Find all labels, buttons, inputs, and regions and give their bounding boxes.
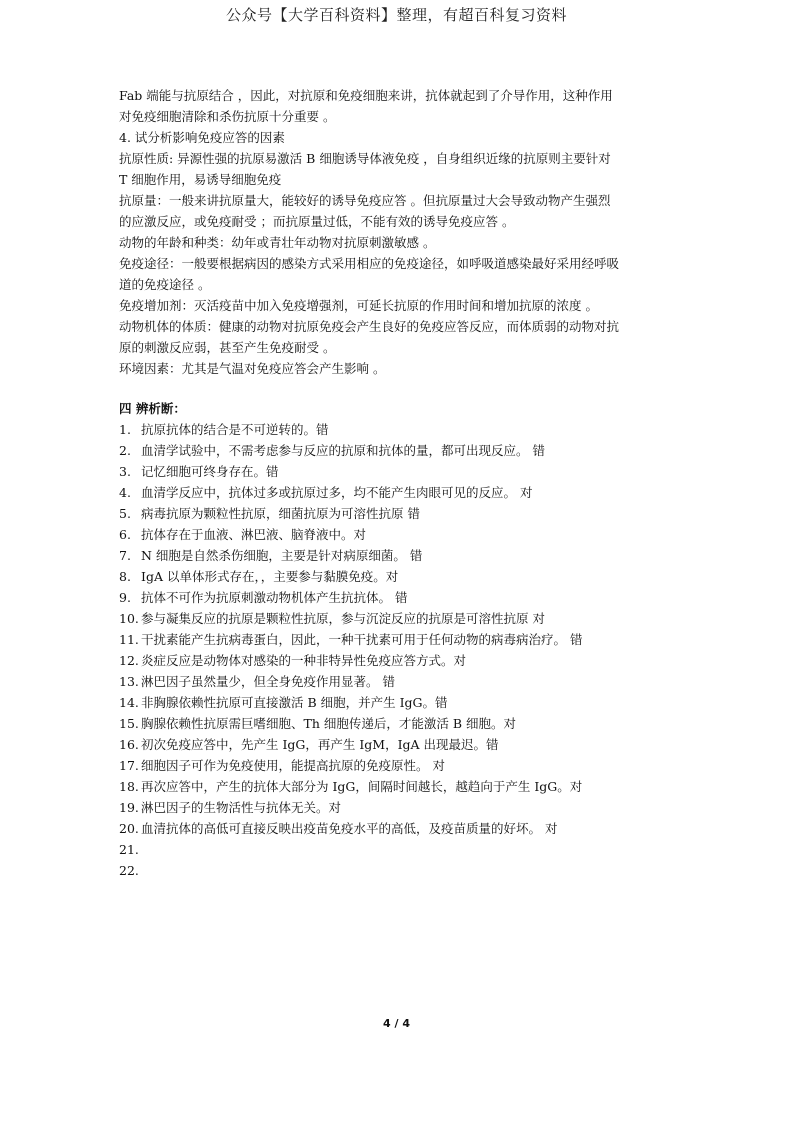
true-false-list [119,419,679,881]
item-text: 记忆细胞可终身存在。错 [141,464,279,479]
item-text: 干扰素能产生抗病毒蛋白，因此，一种干扰素可用于任何动物的病毒病治疗。 错 [141,632,583,647]
item-text: 非胸腺依赖性抗原可直接激活 B 细胞，并产生 IgG。错 [141,695,448,710]
item-number: 21. [119,842,139,857]
item-number: 5. [119,506,131,521]
list-item [119,734,679,755]
list-item [119,650,679,671]
item-number: 12. [119,653,139,668]
page-header: 公众号【大学百科资料】整理，有超百科复习资料 [225,6,567,24]
question-heading: 4. 试分析影响免疫应答的因素 [119,130,285,145]
section-title: 四 辨析断： [119,401,186,416]
item-number: 16. [119,737,139,752]
list-item [119,671,679,692]
paragraph-line: 抗原性质: 异源性强的抗原易激活 B 细胞诱导体液免疫 ，自身组织近缘的抗原则主要针对 [119,151,611,166]
item-number: 18. [119,779,139,794]
list-item [119,839,679,860]
page-number: 4 / 4 [383,1017,410,1030]
item-number: 8. [119,569,131,584]
item-number: 6. [119,527,131,542]
item-text: 参与凝集反应的抗原是颗粒性抗原，参与沉淀反应的抗原是可溶性抗原 对 [141,611,545,626]
paragraph-line: 动物机体的体质：健康的动物对抗原免疫会产生良好的免疫应答反应，而体质弱的动物对抗 [119,319,620,334]
list-item [119,440,679,461]
item-number: 20. [119,821,139,836]
list-item [119,818,679,839]
item-number: 17. [119,758,139,773]
item-number: 9. [119,590,131,605]
item-number: 19. [119,800,139,815]
item-text: 淋巴因子虽然量少，但全身免疫作用显著。 错 [141,674,395,689]
list-item [119,482,679,503]
item-text: 血清抗体的高低可直接反映出疫苗免疫水平的高低，及疫苗质量的好坏。 对 [141,821,558,836]
item-text: 病毒抗原为颗粒性抗原，细菌抗原为可溶性抗原 错 [141,506,420,521]
item-text: N 细胞是自然杀伤细胞，主要是针对病原细菌。 错 [141,548,423,563]
item-number: 22. [119,863,139,878]
item-text: 淋巴因子的生物活性与抗体无关。对 [141,800,342,815]
paragraph-line: 道的免疫途径 。 [119,277,211,292]
item-text [141,839,679,860]
list-item [119,692,679,713]
paragraph-line: 原的刺激反应弱，甚至产生免疫耐受 。 [119,340,336,355]
item-number: 2. [119,443,131,458]
list-item [119,629,679,650]
paragraph-line: 动物的年龄和种类：幼年或青壮年动物对抗原刺激敏感 。 [119,235,436,250]
list-item [119,587,679,608]
item-text: 抗体存在于血液、淋巴液、脑脊液中。对 [141,527,367,542]
item-number: 7. [119,548,131,563]
item-number: 14. [119,695,139,710]
item-text: 血清学试验中，不需考虑参与反应的抗原和抗体的量，都可出现反应。 错 [141,443,545,458]
item-number: 15. [119,716,139,731]
item-text: 细胞因子可作为免疫使用，能提高抗原的免疫原性。 对 [141,758,445,773]
item-text: 血清学反应中，抗体过多或抗原过多，均不能产生肉眼可见的反应。 对 [141,485,533,500]
paragraph-line: 抗原量：一般来讲抗原量大，能较好的诱导免疫应答 。但抗原量过大会导致动物产生强烈 [119,193,611,208]
paragraph-line: Fab 端能与抗原结合 ，因此，对抗原和免疫细胞来讲，抗体就起到了介导作用，这种作用 [119,88,613,103]
list-item [119,503,679,524]
list-item [119,755,679,776]
list-item [119,461,679,482]
paragraph-line: 对免疫细胞清除和杀伤抗原十分重要 。 [119,109,336,124]
item-number: 4. [119,485,131,500]
paragraph-line: T 细胞作用，易诱导细胞免疫 [119,172,282,187]
item-text: 初次免疫应答中，先产生 IgG，再产生 IgM，IgA 出现最迟。错 [141,737,499,752]
item-number: 3. [119,464,131,479]
item-text: 胸腺依赖性抗原需巨嗜细胞、Th 细胞传递后，才能激活 B 细胞。对 [141,716,516,731]
list-item [119,776,679,797]
list-item [119,860,679,881]
list-item [119,419,679,440]
item-text: 抗体不可作为抗原刺激动物机体产生抗抗体。 错 [141,590,408,605]
item-number: 11. [119,632,139,647]
item-text: 再次应答中，产生的抗体大部分为 IgG，间隔时间越长，越趋向于产生 IgG。对 [141,779,583,794]
item-text: 抗原抗体的结合是不可逆转的。错 [141,422,329,437]
list-item [119,545,679,566]
item-text: 炎症反应是动物体对感染的一种非特异性免疫应答方式。对 [141,653,467,668]
paragraph-line: 免疫增加剂：灭活疫苗中加入免疫增强剂，可延长抗原的作用时间和增加抗原的浓度 。 [119,298,598,313]
paragraph-line: 的应激反应，或免疫耐受 ；而抗原量过低，不能有效的诱导免疫应答 。 [119,214,515,229]
item-number: 10. [119,611,139,626]
item-number: 13. [119,674,139,689]
list-item [119,566,679,587]
list-item [119,608,679,629]
paragraph-line: 免疫途径：一般要根据病因的感染方式采用相应的免疫途径，如呼吸道感染最好采用经呼吸 [119,256,620,271]
item-text [141,860,679,881]
list-item [119,524,679,545]
answer-paragraphs [119,85,679,379]
item-number: 1. [119,422,131,437]
list-item [119,713,679,734]
document-body [119,85,679,881]
list-item [119,797,679,818]
paragraph-line: 环境因素：尤其是气温对免疫应答会产生影响 。 [119,361,386,376]
item-text: IgA 以单体形式存在，，主要参与黏膜免疫。对 [141,569,399,584]
